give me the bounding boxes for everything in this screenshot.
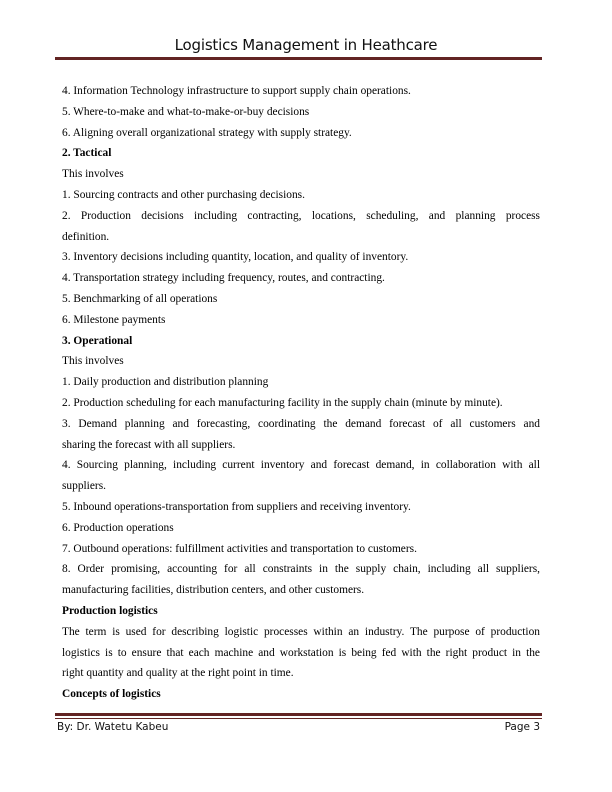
text-line: suppliers. bbox=[62, 480, 106, 493]
text-line: 4. Sourcing planning, including current inventory and forecast demand, in collaboration with all bbox=[62, 459, 540, 472]
footer-rule-thin bbox=[55, 718, 542, 719]
page-number: Page 3 bbox=[504, 721, 540, 733]
text-line: 1. Sourcing contracts and other purchasing decisions. bbox=[62, 188, 305, 201]
section-heading: 3. Operational bbox=[62, 334, 133, 347]
text-line: 4. Transportation strategy including frequency, routes, and contracting. bbox=[62, 272, 385, 285]
text-line: logistics is to ensure that each machine and workstation is being fed with the right product in the bbox=[62, 646, 540, 659]
section-heading: Production logistics bbox=[62, 604, 158, 617]
header-rule bbox=[55, 57, 542, 60]
text-line: 6. Milestone payments bbox=[62, 313, 166, 326]
text-line: 2. Production decisions including contracting, locations, scheduling, and planning process bbox=[62, 209, 540, 222]
text-line: definition. bbox=[62, 230, 110, 243]
text-line: 7. Outbound operations: fulfillment activities and transportation to customers. bbox=[62, 542, 417, 555]
text-line: 5. Benchmarking of all operations bbox=[62, 292, 218, 305]
page-header-title: Logistics Management in Heathcare bbox=[174, 36, 438, 54]
text-line: 4. Information Technology infrastructure to support supply chain operations. bbox=[62, 85, 411, 97]
text-line: sharing the forecast with all suppliers. bbox=[62, 438, 236, 451]
text-line: 5. Where-to-make and what-to-make-or-buy decisions bbox=[62, 105, 310, 118]
text-line: The term is used for describing logistic processes within an industry. The purpose of production bbox=[62, 625, 540, 638]
footer-rule-thick bbox=[55, 713, 542, 716]
text-line: 3. Inventory decisions including quantity, location, and quality of inventory. bbox=[62, 251, 409, 264]
text-line: This involves bbox=[62, 168, 124, 181]
text-line: This involves bbox=[62, 355, 124, 368]
footer-author: By: Dr. Watetu Kabeu bbox=[57, 721, 169, 733]
text-line: 8. Order promising, accounting for all constraints in the supply chain, including all suppliers, bbox=[62, 563, 540, 576]
text-line: manufacturing facilities, distribution centers, and other customers. bbox=[62, 584, 365, 597]
section-heading: 2. Tactical bbox=[62, 147, 112, 160]
page-footer bbox=[57, 721, 540, 733]
document-body bbox=[62, 81, 540, 705]
text-line: 6. Production operations bbox=[62, 521, 174, 534]
section-heading: Concepts of logistics bbox=[62, 688, 161, 701]
text-line: 1. Daily production and distribution planning bbox=[62, 376, 269, 389]
text-line: 6. Aligning overall organizational strategy with supply strategy. bbox=[62, 126, 352, 139]
text-line: 3. Demand planning and forecasting, coordinating the demand forecast of all customers and bbox=[62, 417, 540, 430]
text-line: 2. Production scheduling for each manufacturing facility in the supply chain (minute by minute). bbox=[62, 396, 503, 409]
text-line: 5. Inbound operations-transportation from suppliers and receiving inventory. bbox=[62, 500, 411, 513]
text-line: right quantity and quality at the right point in time. bbox=[62, 667, 294, 680]
